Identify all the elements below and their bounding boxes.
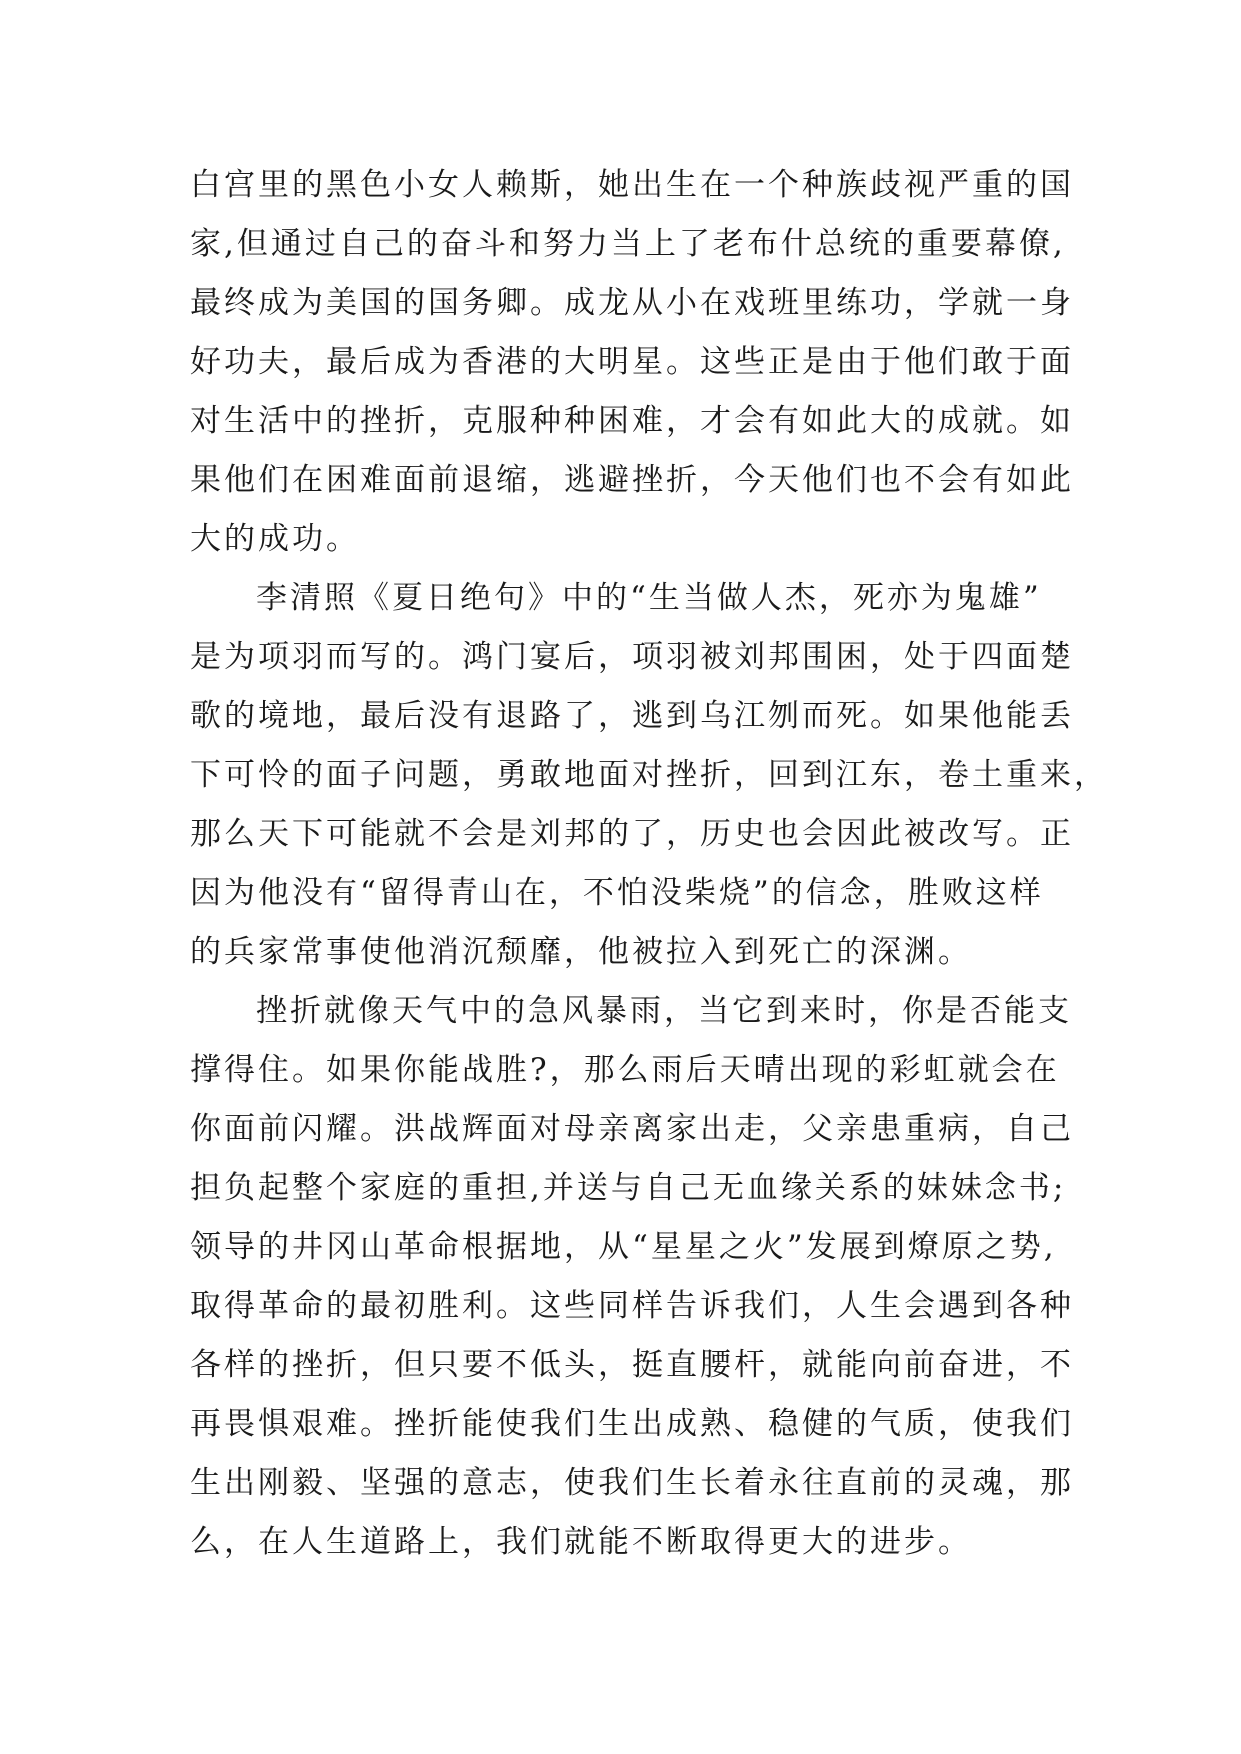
paragraph-2-line-6: 因为他没有“留得青山在，不怕没柴烧”的信念，胜败这样	[190, 875, 1044, 911]
paragraph-2-line-7: 的兵家常事使他消沉颓靡，他被拉入到死亡的深渊。	[190, 934, 972, 970]
paragraph-2-line-5: 那么天下可能就不会是刘邦的了，历史也会因此被改写。正	[190, 816, 1074, 852]
paragraph-3-line-1: 挫折就像天气中的急风暴雨，当它到来时，你是否能支	[256, 993, 1072, 1029]
paragraph-2-line-4: 下可怜的面子问题，勇敢地面对挫折，回到江东，卷土重来，	[190, 757, 1108, 793]
paragraph-2-line-1: 李清照《夏日绝句》中的“生当做人杰，死亦为鬼雄”	[256, 580, 1042, 616]
paragraph-1-line-4: 好功夫，最后成为香港的大明星。这些正是由于他们敢于面	[190, 344, 1074, 380]
paragraph-1-line-6: 果他们在困难面前退缩，逃避挫折，今天他们也不会有如此	[190, 462, 1074, 498]
body-text	[190, 156, 1108, 1572]
paragraph-3-line-10: 么，在人生道路上，我们就能不断取得更大的进步。	[190, 1524, 972, 1560]
paragraph-2-line-3: 歌的境地，最后没有退路了，逃到乌江刎而死。如果他能丢	[190, 698, 1074, 734]
paragraph-3-line-2: 撑得住。如果你能战胜?，那么雨后天晴出现的彩虹就会在	[190, 1052, 1060, 1088]
paragraph-3-line-3: 你面前闪耀。洪战辉面对母亲离家出走，父亲患重病，自己	[190, 1111, 1074, 1147]
paragraph-3-line-9: 生出刚毅、坚强的意志，使我们生长着永往直前的灵魂，那	[190, 1465, 1074, 1501]
paragraph-3-line-6: 取得革命的最初胜利。这些同样告诉我们，人生会遇到各种	[190, 1288, 1074, 1324]
paragraph-1-line-2: 家,但通过自己的奋斗和努力当上了老布什总统的重要幕僚,	[190, 226, 1066, 262]
paragraph-2-line-2: 是为项羽而写的。鸿门宴后，项羽被刘邦围困，处于四面楚	[190, 639, 1074, 675]
paragraph-3-line-7: 各样的挫折，但只要不低头，挺直腰杆，就能向前奋进，不	[190, 1347, 1074, 1383]
paragraph-3-line-8: 再畏惧艰难。挫折能使我们生出成熟、稳健的气质，使我们	[190, 1406, 1074, 1442]
paragraph-1-line-1: 白宫里的黑色小女人赖斯，她出生在一个种族歧视严重的国	[190, 167, 1074, 203]
paragraph-1-line-7: 大的成功。	[190, 521, 360, 557]
paragraph-3-line-5: 领导的井冈山革命根据地，从“星星之火”发展到燎原之势,	[190, 1229, 1057, 1265]
paragraph-3-line-4: 担负起整个家庭的重担,并送与自己无血缘关系的妹妹念书;	[190, 1170, 1067, 1206]
paragraph-1-line-3: 最终成为美国的国务卿。成龙从小在戏班里练功，学就一身	[190, 285, 1074, 321]
paragraph-1-line-5: 对生活中的挫折，克服种种困难，才会有如此大的成就。如	[190, 403, 1074, 439]
